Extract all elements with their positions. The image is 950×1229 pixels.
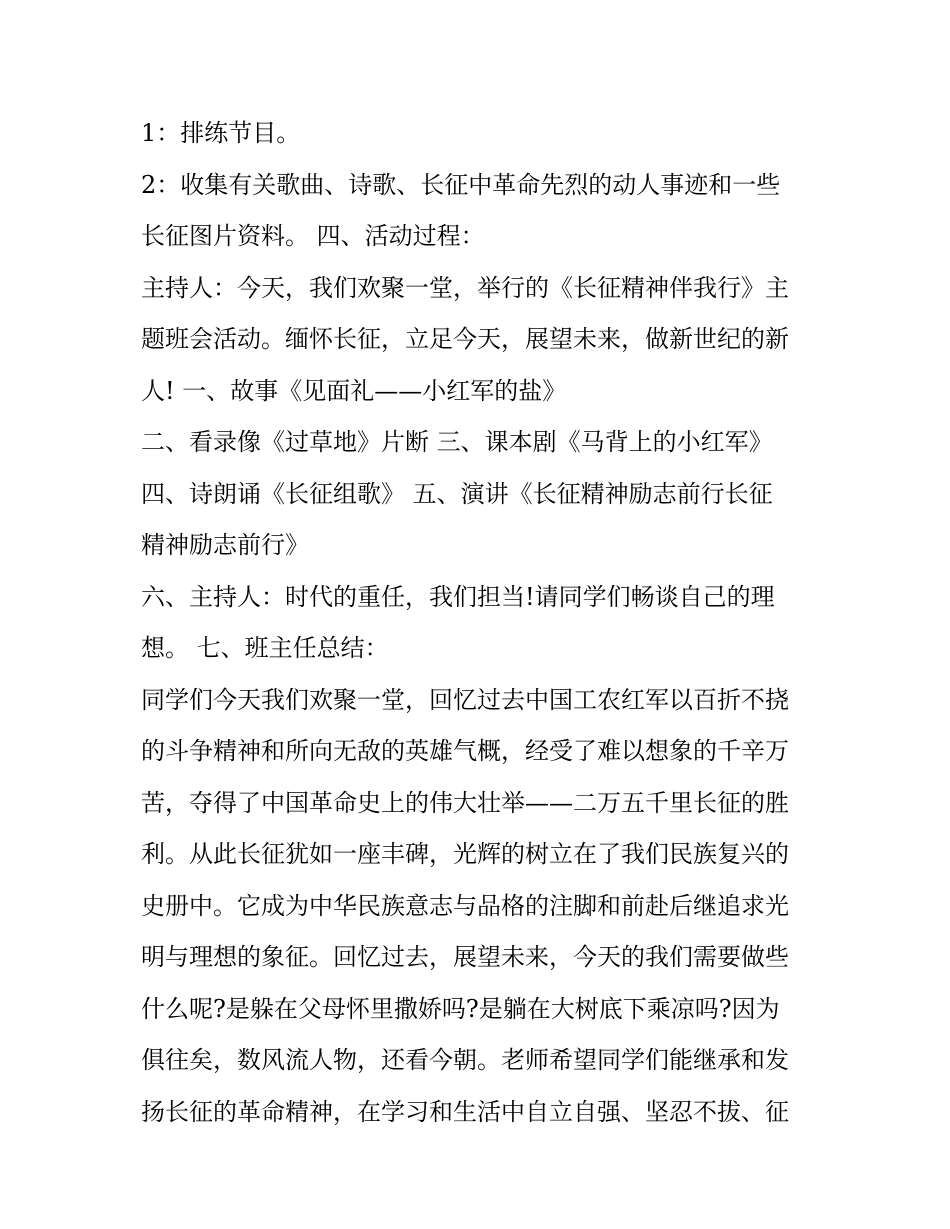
- text-line: 同学们今天我们欢聚一堂，回忆过去中国工农红军以百折不挠: [141, 685, 789, 714]
- text-line: 想。 七、班主任总结：: [141, 634, 389, 662]
- text-line: 2：收集有关歌曲、诗歌、长征中革命先烈的动人事迹和一些: [141, 170, 781, 199]
- text-line: 长征图片资料。 四、活动过程：: [141, 222, 485, 250]
- text-line: 明与理想的象征。回忆过去，展望未来，今天的我们需要做些: [141, 943, 789, 971]
- text-line: 俱往矣，数风流人物，还看今朝。老师希望同学们能继承和发: [141, 1046, 789, 1074]
- document-body: [141, 108, 813, 1138]
- text-line: 利。从此长征犹如一座丰碑，光辉的树立在了我们民族复兴的: [141, 840, 789, 868]
- text-line: 扬长征的革命精神，在学习和生活中自立自强、坚忍不拔、征: [141, 1097, 789, 1126]
- text-line: 六、主持人：时代的重任，我们担当!请同学们畅谈自己的理: [141, 582, 775, 611]
- text-line: 题班会活动。缅怀长征，立足今天，展望未来，做新世纪的新: [141, 325, 789, 353]
- text-line: 人! 一、故事《见面礼——小红军的盐》: [141, 376, 567, 405]
- text-line: 二、看录像《过草地》片断 三、课本剧《马背上的小红军》: [141, 428, 773, 456]
- text-line: 史册中。它成为中华民族意志与品格的注脚和前赴后继追求光: [141, 891, 789, 920]
- text-line: 1：排练节目。: [141, 119, 301, 147]
- text-line: 苦，夺得了中国革命史上的伟大壮举——二万五千里长征的胜: [141, 788, 789, 817]
- text-line: 精神励志前行》: [141, 531, 309, 559]
- text-line: 主持人：今天，我们欢聚一堂，举行的《长征精神伴我行》主: [141, 273, 789, 302]
- text-line: 的斗争精神和所向无敌的英雄气概，经受了难以想象的千辛万: [141, 737, 789, 765]
- text-line: 四、诗朗诵《长征组歌》 五、演讲《长征精神励志前行长征: [141, 479, 773, 508]
- text-line: 什么呢?是躲在父母怀里撒娇吗?是躺在大树底下乘凉吗?因为: [141, 994, 780, 1023]
